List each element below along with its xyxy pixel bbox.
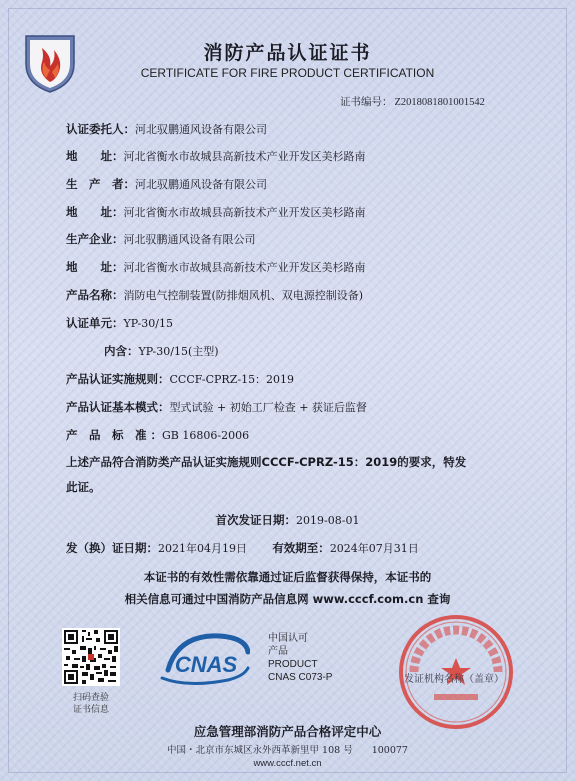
statement-line: 此证。 [66, 480, 101, 494]
field-value: YP-30/15(主型) [138, 345, 219, 358]
field-label: 认证委托人： [66, 122, 135, 136]
field-label: 地 址： [66, 205, 124, 219]
field-value: 河北驭鹏通风设备有限公司 [135, 123, 267, 136]
field-value: 河北省衡水市故城县高新技术产业开发区美杉路南 [123, 206, 366, 219]
field-row-address [66, 259, 366, 275]
issue-date-value: 2021年04月19日 [158, 542, 247, 555]
field-label: 产 品 标 准 ： [66, 428, 163, 442]
validity-line: 本证书的有效性需依靠通过证后监督获得保持，本证书的 [143, 570, 432, 584]
qr-caption-line: 扫码查验 [72, 693, 109, 703]
qr-code[interactable] [62, 628, 120, 686]
field-label: 产品名称： [66, 288, 124, 302]
certificate-title: 消防产品认证证书 [203, 42, 372, 64]
cnas-logo [158, 630, 250, 690]
field-value: 河北省衡水市故城县高新技术产业开发区美杉路南 [123, 150, 366, 163]
field-label: 地 址： [66, 260, 124, 274]
field-row-cert-unit [66, 315, 173, 331]
field-row-implementation-rules [66, 371, 294, 387]
issuing-organization: 应急管理部消防产品合格评定中心 [193, 724, 382, 739]
field-value: 河北驭鹏通风设备有限公司 [123, 233, 256, 246]
field-row-producer [66, 176, 267, 192]
field-label: 产品认证基本模式： [66, 400, 170, 414]
certificate-number [340, 94, 485, 109]
field-value: 消防电气控制装置(防排烟风机、双电源控制设备) [123, 289, 364, 302]
field-label: 产品认证实施规则： [66, 372, 170, 386]
cnas-line: 中国认可 [268, 633, 308, 644]
cnas-line: 产品 [268, 646, 288, 657]
field-value: 型式试验 + 初始工厂检查 + 获证后监督 [169, 401, 367, 414]
certificate-title-english: CERTIFICATE FOR FIRE PRODUCT CERTIFICATION [140, 66, 435, 80]
field-label: 地 址： [66, 149, 124, 163]
field-row-address [66, 148, 366, 164]
organization-address: 中国・北京市东城区永外西革新里甲 108 号 100077 [167, 745, 408, 756]
statement-line: 上述产品符合消防类产品认证实施规则CCCF-CPRZ-15：2019的要求，特发 [66, 455, 467, 469]
first-issue-date-value: 2019-08-01 [296, 514, 360, 527]
field-row-manufacturer [66, 231, 256, 247]
qr-caption [58, 692, 124, 716]
field-label: 生产企业： [66, 232, 124, 246]
validity-note [0, 566, 575, 610]
first-issue-date-label: 首次发证日期： [215, 513, 297, 527]
field-row-cert-mode [66, 399, 367, 415]
cnas-accreditation-text [268, 632, 332, 684]
first-issue-date-row [0, 512, 575, 528]
field-row-applicant [66, 121, 267, 137]
certificate-number-label: 证书编号： [340, 96, 393, 108]
expiry-date-label: 有效期至： [272, 541, 330, 555]
field-value: GB 16806-2006 [162, 429, 250, 442]
qr-caption-line: 证书信息 [72, 705, 109, 715]
issuer-seal-label: 发证机构名称（盖章） [404, 674, 504, 685]
cnas-line: CNAS C073-P [268, 672, 333, 683]
field-row-address [66, 204, 366, 220]
issue-date-label: 发（换）证日期： [66, 541, 158, 555]
field-label: 生 产 者： [66, 177, 135, 191]
field-label: 内含： [104, 344, 139, 358]
field-value: 河北驭鹏通风设备有限公司 [135, 178, 267, 191]
field-label: 认证单元： [66, 316, 124, 330]
field-row-product-standard [66, 427, 249, 443]
field-value: 河北省衡水市故城县高新技术产业开发区美杉路南 [123, 261, 366, 274]
issue-date-row [66, 540, 419, 556]
certificate-number-value: Z2018081801001542 [394, 97, 485, 108]
validity-line: 相关信息可通过中国消防产品信息网 www.cccf.com.cn 查询 [124, 592, 451, 606]
expiry-date-value: 2024年07月31日 [329, 542, 419, 555]
field-value: YP-30/15 [123, 317, 173, 330]
compliance-statement [66, 450, 506, 500]
cnas-line: PRODUCT [268, 659, 318, 670]
field-value: CCCF-CPRZ-15：2019 [169, 373, 295, 386]
organization-url[interactable]: www.cccf.net.cn [253, 758, 322, 769]
field-row-includes [104, 343, 219, 359]
cnas-logo-text: CNAS [174, 652, 238, 677]
field-row-product-name [66, 287, 363, 303]
